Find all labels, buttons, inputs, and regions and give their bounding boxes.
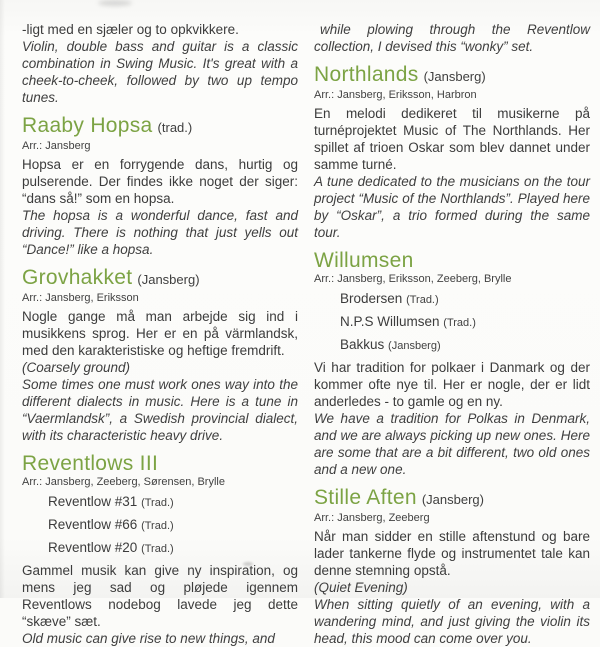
right-column	[314, 21, 590, 646]
danish-description: Når man sidder en stille aftenstund og bare lader tankerne flyde og instrumentet tale kan denne stemning opstå.	[314, 529, 590, 578]
track-title: Raaby Hopsa	[22, 114, 153, 137]
section-title	[314, 486, 590, 511]
arranger-line: Arr.: Jansberg, Eriksson	[22, 292, 139, 304]
composer-note: (Trad.)	[141, 520, 174, 532]
section-willumsen	[314, 249, 590, 478]
track-name: Reventlow #20	[48, 540, 138, 555]
scan-edge-shadow	[0, 0, 5, 598]
composer-note: (Trad.)	[406, 294, 439, 306]
arranger-line: Arr.: Jansberg, Eriksson, Harbron	[314, 89, 477, 101]
track-title: Willumsen	[314, 249, 414, 272]
arranger-line: Arr.: Jansberg, Eriksson, Zeeberg, Brylle	[314, 273, 512, 285]
arranger-line: Arr.: Jansberg, Zeeberg, Sørensen, Brylle	[22, 476, 225, 488]
scan-smudge-top	[98, 0, 132, 6]
composer-note: (Trad.)	[141, 497, 174, 509]
english-description: When sitting quietly of an evening, with a wandering mind, and just giving the violin its head, this mood can come over you.	[314, 597, 590, 646]
composer-note: (trad.)	[157, 120, 193, 135]
section-title	[22, 452, 298, 475]
section-title	[22, 114, 298, 139]
danish-description: Nogle gange må man arbejde sig ind i musikkens sprog. Her er en på värmlandsk, med den karakteristiske og heftige fremdrift.	[22, 309, 298, 358]
section-reventlows-iii	[22, 452, 298, 647]
english-description: A tune dedicated to the musicians on the tour project “Music of the Northlands”. Played here by “Oskar”, a trio formed during the same tour.	[314, 174, 590, 240]
danish-description: Vi har tradition for polkaer i Danmark og der kommer ofte nye til. Her er nogle, der er lidt anderledes - to gamle og en ny.	[314, 360, 590, 409]
track-list-item	[340, 336, 590, 355]
danish-description: Hopsa er en forrygende dans, hurtig og pulserende. Der findes ikke noget der siger: “dans så!” som en hopsa.	[22, 157, 298, 206]
english-description: We have a tradition for Polkas in Denmark, and we are always picking up new ones. Here are some that are a bit different, two old ones and a new one.	[314, 411, 590, 477]
fragment-danish: -ligt med en sjæler og to opkvikkere.	[22, 22, 239, 37]
track-name: Brodersen	[340, 291, 403, 306]
english-title-translation: (Coarsely ground)	[22, 360, 131, 375]
composer-note: (Jansberg)	[423, 69, 486, 84]
track-list-item	[48, 493, 298, 512]
section-raaby-hopsa	[22, 114, 298, 258]
section-title	[314, 63, 590, 88]
section-title	[314, 249, 590, 272]
composer-note: (Trad.)	[141, 543, 174, 555]
track-list	[48, 493, 298, 558]
track-title: Grovhakket	[22, 266, 133, 289]
left-column	[22, 21, 298, 646]
composer-note: (Jansberg)	[388, 340, 441, 352]
arranger-line: Arr.: Jansberg	[22, 140, 91, 152]
danish-description: Gammel musik kan give ny inspiration, og mens jeg sad og pløjede igennem Reventlows nodebog lavede jeg dette “skæve” sæt.	[22, 563, 298, 629]
section-title	[22, 266, 298, 291]
track-name: Reventlow #31	[48, 494, 138, 509]
track-title: Northlands	[314, 63, 419, 86]
track-list	[340, 290, 590, 355]
composer-note: (Trad.)	[443, 317, 476, 329]
fragment-english-continued: while plowing through the Reventlow collection, I devised this “wonky” set.	[314, 22, 590, 54]
composer-note: (Jansberg)	[421, 492, 484, 507]
track-title: Stille Aften	[314, 486, 417, 509]
track-name: Bakkus	[340, 337, 385, 352]
section-grovhakket	[22, 266, 298, 444]
track-name: Reventlow #66	[48, 517, 138, 532]
track-list-item	[340, 313, 590, 332]
danish-description: En melodi dedikeret til musikerne på turnéprojektet Music of The Northlands. Her spillet af trioen Oskar som blev dannet under samme turné.	[314, 106, 590, 172]
composer-note: (Jansberg)	[137, 272, 200, 287]
english-description: Old music can give rise to new things, and	[22, 631, 275, 646]
track-list-item	[48, 539, 298, 558]
english-title-translation: (Quiet Evening)	[314, 580, 408, 595]
english-description: Some times one must work ones way into the different dialects in music. Here is a tune in “Vaermlandsk”, a Swedish provincial dialect, with its characteristic heavy drive.	[22, 377, 298, 443]
track-name: N.P.S Willumsen	[340, 314, 440, 329]
arranger-line: Arr.: Jansberg, Zeeberg	[314, 512, 430, 524]
section-northlands	[314, 63, 590, 241]
fragment-english: Violin, double bass and guitar is a classic combination in Swing Music. It's great with a cheek-to-cheek, followed by two up tempo tunes.	[22, 39, 298, 105]
english-description: The hopsa is a wonderful dance, fast and driving. There is nothing that just yells out “Dance!” like a hopsa.	[22, 208, 298, 257]
track-list-item	[340, 290, 590, 309]
track-list-item	[48, 516, 298, 535]
track-title: Reventlows III	[22, 452, 159, 475]
section-stille-aften	[314, 486, 590, 647]
